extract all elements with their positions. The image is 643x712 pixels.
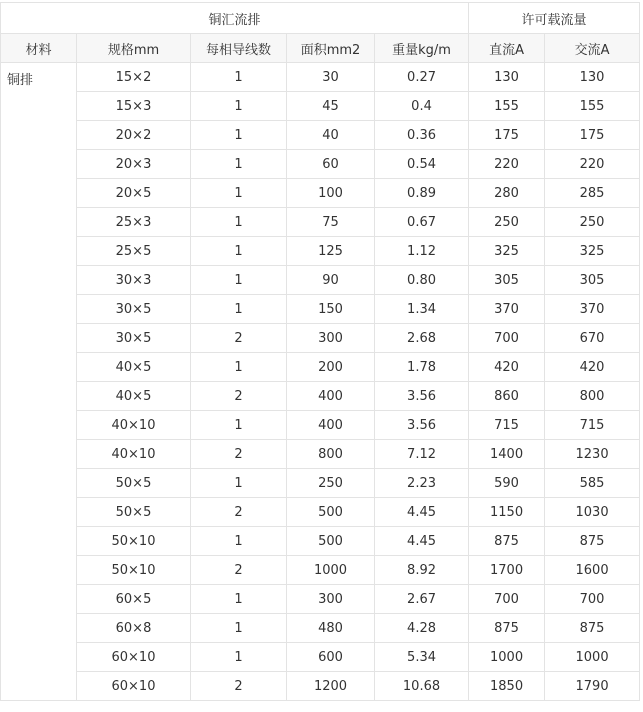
dc-cell: 420 <box>469 353 545 382</box>
ac-cell: 1600 <box>545 556 640 585</box>
dc-cell: 280 <box>469 179 545 208</box>
spec-cell: 40×5 <box>77 353 191 382</box>
table-row <box>1 179 640 208</box>
spec-cell: 25×5 <box>77 237 191 266</box>
dc-cell: 1850 <box>469 672 545 701</box>
ac-cell: 370 <box>545 295 640 324</box>
material-cell: 铜排 <box>1 63 77 701</box>
table-row <box>1 150 640 179</box>
ac-cell: 130 <box>545 63 640 92</box>
dc-cell: 155 <box>469 92 545 121</box>
weight-cell: 5.34 <box>375 643 469 672</box>
weight-cell: 0.89 <box>375 179 469 208</box>
conductors-cell: 1 <box>191 121 287 150</box>
weight-cell: 7.12 <box>375 440 469 469</box>
ac-cell: 800 <box>545 382 640 411</box>
table-row <box>1 527 640 556</box>
weight-cell: 2.23 <box>375 469 469 498</box>
spec-cell: 50×5 <box>77 469 191 498</box>
ac-cell: 220 <box>545 150 640 179</box>
conductors-cell: 1 <box>191 63 287 92</box>
ac-cell: 325 <box>545 237 640 266</box>
conductors-cell: 1 <box>191 585 287 614</box>
conductors-cell: 1 <box>191 527 287 556</box>
spec-cell: 25×3 <box>77 208 191 237</box>
dc-cell: 875 <box>469 614 545 643</box>
ac-cell: 175 <box>545 121 640 150</box>
area-cell: 500 <box>287 527 375 556</box>
column-header-material: 材料 <box>1 34 77 63</box>
area-cell: 400 <box>287 411 375 440</box>
conductors-cell: 2 <box>191 556 287 585</box>
dc-cell: 700 <box>469 324 545 353</box>
area-cell: 125 <box>287 237 375 266</box>
table-row <box>1 353 640 382</box>
spec-cell: 15×2 <box>77 63 191 92</box>
spec-cell: 40×10 <box>77 440 191 469</box>
ac-cell: 305 <box>545 266 640 295</box>
weight-cell: 0.80 <box>375 266 469 295</box>
spec-cell: 50×10 <box>77 527 191 556</box>
conductors-cell: 1 <box>191 150 287 179</box>
area-cell: 500 <box>287 498 375 527</box>
column-header-conductors: 每相导线数 <box>191 34 287 63</box>
spec-cell: 30×5 <box>77 295 191 324</box>
dc-cell: 590 <box>469 469 545 498</box>
spec-cell: 50×5 <box>77 498 191 527</box>
table-row <box>1 440 640 469</box>
table-row <box>1 556 640 585</box>
weight-cell: 0.36 <box>375 121 469 150</box>
weight-cell: 3.56 <box>375 382 469 411</box>
conductors-cell: 1 <box>191 92 287 121</box>
column-header-row <box>1 34 640 63</box>
column-header-area: 面积mm2 <box>287 34 375 63</box>
dc-cell: 1400 <box>469 440 545 469</box>
dc-cell: 325 <box>469 237 545 266</box>
weight-cell: 2.68 <box>375 324 469 353</box>
weight-cell: 10.68 <box>375 672 469 701</box>
area-cell: 150 <box>287 295 375 324</box>
column-header-weight: 重量kg/m <box>375 34 469 63</box>
table-row <box>1 92 640 121</box>
spec-cell: 60×10 <box>77 643 191 672</box>
ac-cell: 420 <box>545 353 640 382</box>
conductors-cell: 2 <box>191 440 287 469</box>
spec-cell: 50×10 <box>77 556 191 585</box>
spec-cell: 20×3 <box>77 150 191 179</box>
ac-cell: 1000 <box>545 643 640 672</box>
table-body <box>1 63 640 701</box>
conductors-cell: 1 <box>191 208 287 237</box>
weight-cell: 8.92 <box>375 556 469 585</box>
group-header-row <box>1 3 640 34</box>
table-row <box>1 295 640 324</box>
area-cell: 400 <box>287 382 375 411</box>
conductors-cell: 1 <box>191 295 287 324</box>
area-cell: 60 <box>287 150 375 179</box>
copper-busbar-table <box>0 2 640 701</box>
dc-cell: 860 <box>469 382 545 411</box>
table-row <box>1 643 640 672</box>
ac-cell: 285 <box>545 179 640 208</box>
area-cell: 200 <box>287 353 375 382</box>
area-cell: 30 <box>287 63 375 92</box>
dc-cell: 1150 <box>469 498 545 527</box>
weight-cell: 1.34 <box>375 295 469 324</box>
spec-cell: 30×5 <box>77 324 191 353</box>
spec-cell: 30×3 <box>77 266 191 295</box>
spec-cell: 15×3 <box>77 92 191 121</box>
area-cell: 250 <box>287 469 375 498</box>
area-cell: 300 <box>287 324 375 353</box>
spec-cell: 40×5 <box>77 382 191 411</box>
table-row <box>1 469 640 498</box>
weight-cell: 1.78 <box>375 353 469 382</box>
area-cell: 45 <box>287 92 375 121</box>
ac-cell: 1230 <box>545 440 640 469</box>
spec-cell: 20×2 <box>77 121 191 150</box>
ac-cell: 585 <box>545 469 640 498</box>
weight-cell: 2.67 <box>375 585 469 614</box>
conductors-cell: 1 <box>191 179 287 208</box>
conductors-cell: 1 <box>191 237 287 266</box>
table-row <box>1 382 640 411</box>
spec-cell: 20×5 <box>77 179 191 208</box>
dc-cell: 875 <box>469 527 545 556</box>
dc-cell: 1700 <box>469 556 545 585</box>
area-cell: 90 <box>287 266 375 295</box>
conductors-cell: 2 <box>191 324 287 353</box>
table-row <box>1 672 640 701</box>
dc-cell: 305 <box>469 266 545 295</box>
table-row <box>1 121 640 150</box>
area-cell: 800 <box>287 440 375 469</box>
ac-cell: 670 <box>545 324 640 353</box>
ac-cell: 250 <box>545 208 640 237</box>
weight-cell: 0.54 <box>375 150 469 179</box>
weight-cell: 0.67 <box>375 208 469 237</box>
table-row <box>1 324 640 353</box>
conductors-cell: 2 <box>191 382 287 411</box>
conductors-cell: 1 <box>191 643 287 672</box>
column-header-ac: 交流A <box>545 34 640 63</box>
spec-cell: 60×10 <box>77 672 191 701</box>
area-cell: 40 <box>287 121 375 150</box>
conductors-cell: 1 <box>191 469 287 498</box>
area-cell: 1000 <box>287 556 375 585</box>
area-cell: 480 <box>287 614 375 643</box>
weight-cell: 4.45 <box>375 527 469 556</box>
area-cell: 300 <box>287 585 375 614</box>
ac-cell: 875 <box>545 527 640 556</box>
conductors-cell: 2 <box>191 672 287 701</box>
conductors-cell: 1 <box>191 353 287 382</box>
area-cell: 1200 <box>287 672 375 701</box>
group-header-main: 铜汇流排 <box>1 3 469 34</box>
spec-cell: 60×5 <box>77 585 191 614</box>
weight-cell: 0.27 <box>375 63 469 92</box>
table-row <box>1 266 640 295</box>
weight-cell: 1.12 <box>375 237 469 266</box>
dc-cell: 700 <box>469 585 545 614</box>
column-header-dc: 直流A <box>469 34 545 63</box>
ac-cell: 1030 <box>545 498 640 527</box>
weight-cell: 4.28 <box>375 614 469 643</box>
weight-cell: 0.4 <box>375 92 469 121</box>
area-cell: 100 <box>287 179 375 208</box>
dc-cell: 370 <box>469 295 545 324</box>
table-row <box>1 237 640 266</box>
dc-cell: 250 <box>469 208 545 237</box>
weight-cell: 3.56 <box>375 411 469 440</box>
conductors-cell: 2 <box>191 498 287 527</box>
area-cell: 75 <box>287 208 375 237</box>
ac-cell: 875 <box>545 614 640 643</box>
dc-cell: 220 <box>469 150 545 179</box>
table-row <box>1 63 640 92</box>
ac-cell: 155 <box>545 92 640 121</box>
conductors-cell: 1 <box>191 411 287 440</box>
table-row <box>1 614 640 643</box>
spec-cell: 60×8 <box>77 614 191 643</box>
area-cell: 600 <box>287 643 375 672</box>
ac-cell: 700 <box>545 585 640 614</box>
dc-cell: 715 <box>469 411 545 440</box>
table-row <box>1 208 640 237</box>
table-row <box>1 411 640 440</box>
table-row <box>1 585 640 614</box>
dc-cell: 1000 <box>469 643 545 672</box>
column-header-spec: 规格mm <box>77 34 191 63</box>
dc-cell: 175 <box>469 121 545 150</box>
dc-cell: 130 <box>469 63 545 92</box>
conductors-cell: 1 <box>191 614 287 643</box>
group-header-current: 许可载流量 <box>469 3 640 34</box>
ac-cell: 1790 <box>545 672 640 701</box>
conductors-cell: 1 <box>191 266 287 295</box>
spec-cell: 40×10 <box>77 411 191 440</box>
weight-cell: 4.45 <box>375 498 469 527</box>
ac-cell: 715 <box>545 411 640 440</box>
table-row <box>1 498 640 527</box>
